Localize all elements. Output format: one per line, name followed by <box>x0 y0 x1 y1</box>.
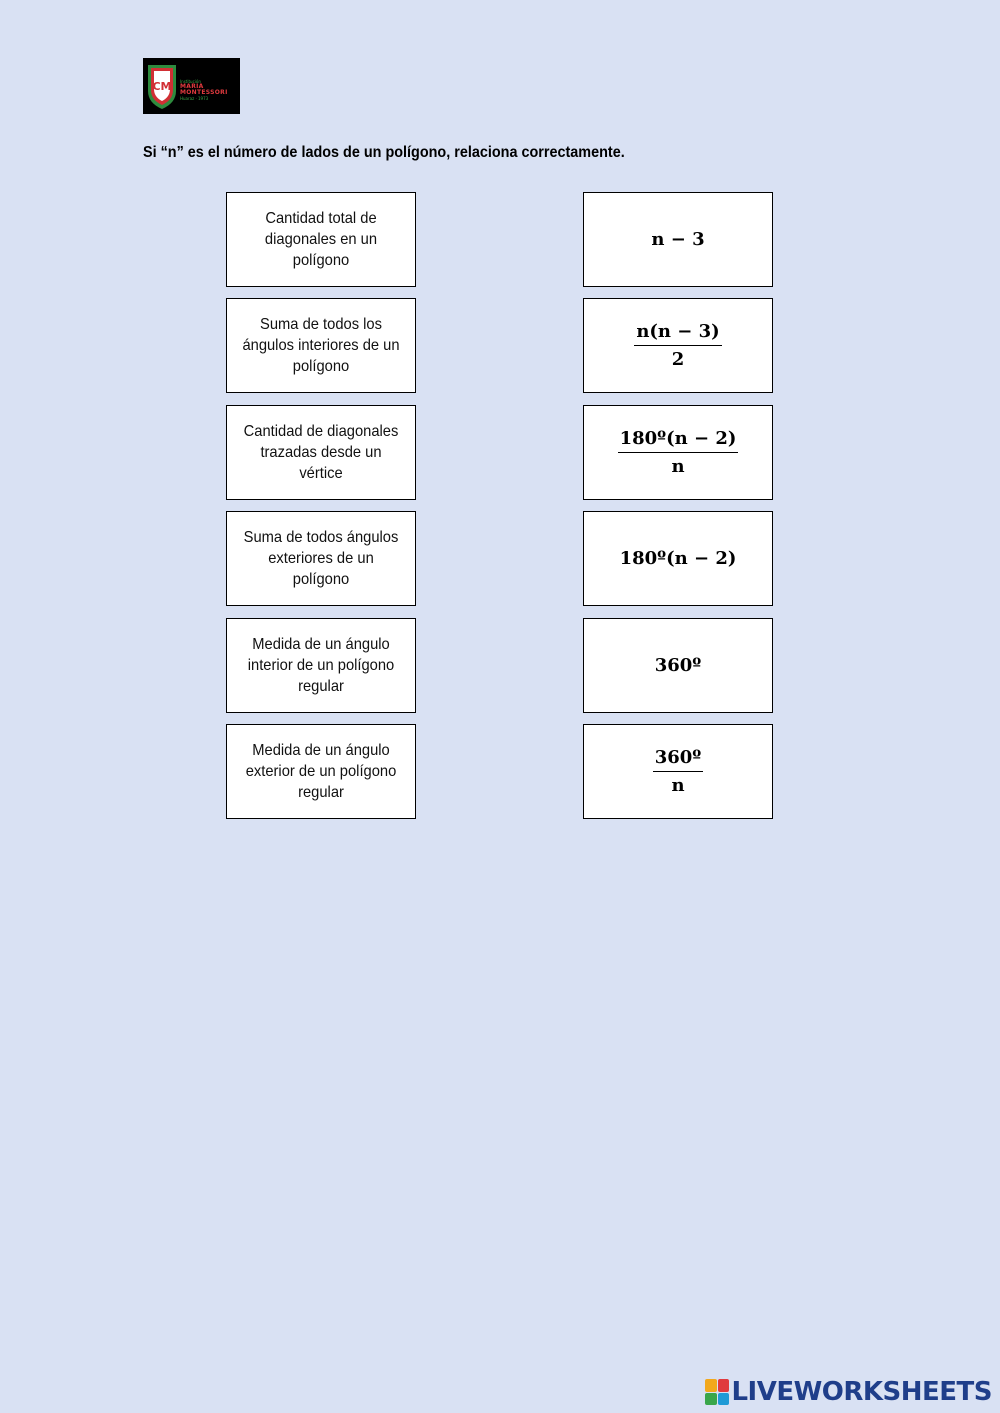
shield-icon <box>146 61 178 111</box>
right-card-6[interactable] <box>583 724 773 819</box>
liveworksheets-brand <box>705 1377 992 1407</box>
brand-tile <box>705 1393 717 1406</box>
fraction-denominator: n <box>671 775 685 796</box>
left-card-text: Medida de un ángulo exterior de un polígono regular <box>245 742 397 801</box>
logo-line-2: MARIA <box>180 83 204 91</box>
formula-fraction <box>618 428 739 477</box>
right-card-3[interactable] <box>583 405 773 500</box>
left-card-1[interactable] <box>226 192 416 287</box>
formula: 360º <box>654 655 702 676</box>
logo-initials: CM <box>152 80 172 93</box>
logo-line-3: MONTESSORI <box>180 89 228 97</box>
left-card-text: Cantidad total de diagonales en un polígono <box>264 210 378 269</box>
brand-tile <box>718 1379 730 1392</box>
fraction-numerator: 360º <box>653 747 704 772</box>
brand-text: LIVEWORKSHEETS <box>731 1377 992 1407</box>
fraction-denominator: 2 <box>671 349 685 370</box>
brand-tile <box>718 1393 730 1406</box>
liveworksheets-icon <box>705 1379 729 1405</box>
brand-tile <box>705 1379 717 1392</box>
left-card-6[interactable] <box>226 724 416 819</box>
logo-line-4: Huaraz · 1973 <box>180 95 209 101</box>
right-card-2[interactable] <box>583 298 773 393</box>
left-card-3[interactable] <box>226 405 416 500</box>
formula: n − 3 <box>651 229 705 250</box>
left-card-4[interactable] <box>226 511 416 606</box>
logo-line-1: Institución <box>180 79 201 84</box>
left-card-text: Suma de todos ángulos exteriores de un polígono <box>243 529 399 588</box>
school-logo <box>143 58 240 114</box>
left-card-text: Suma de todos los ángulos interiores de un polígono <box>242 316 400 375</box>
formula: 180º(n − 2) <box>619 548 737 569</box>
formula-fraction <box>653 747 704 796</box>
right-card-5[interactable] <box>583 618 773 713</box>
left-card-2[interactable] <box>226 298 416 393</box>
formula-fraction <box>634 321 721 370</box>
fraction-numerator: 180º(n − 2) <box>618 428 739 453</box>
right-card-4[interactable] <box>583 511 773 606</box>
left-card-text: Cantidad de diagonales trazadas desde un vértice <box>243 423 399 482</box>
left-card-text: Medida de un ángulo interior de un polígono regular <box>247 636 395 695</box>
right-card-1[interactable] <box>583 192 773 287</box>
fraction-denominator: n <box>671 456 685 477</box>
fraction-numerator: n(n − 3) <box>634 321 721 346</box>
left-card-5[interactable] <box>226 618 416 713</box>
logo-text <box>180 80 238 101</box>
instruction-text: Si “n” es el número de lados de un polígono, relaciona correctamente. <box>143 144 625 161</box>
